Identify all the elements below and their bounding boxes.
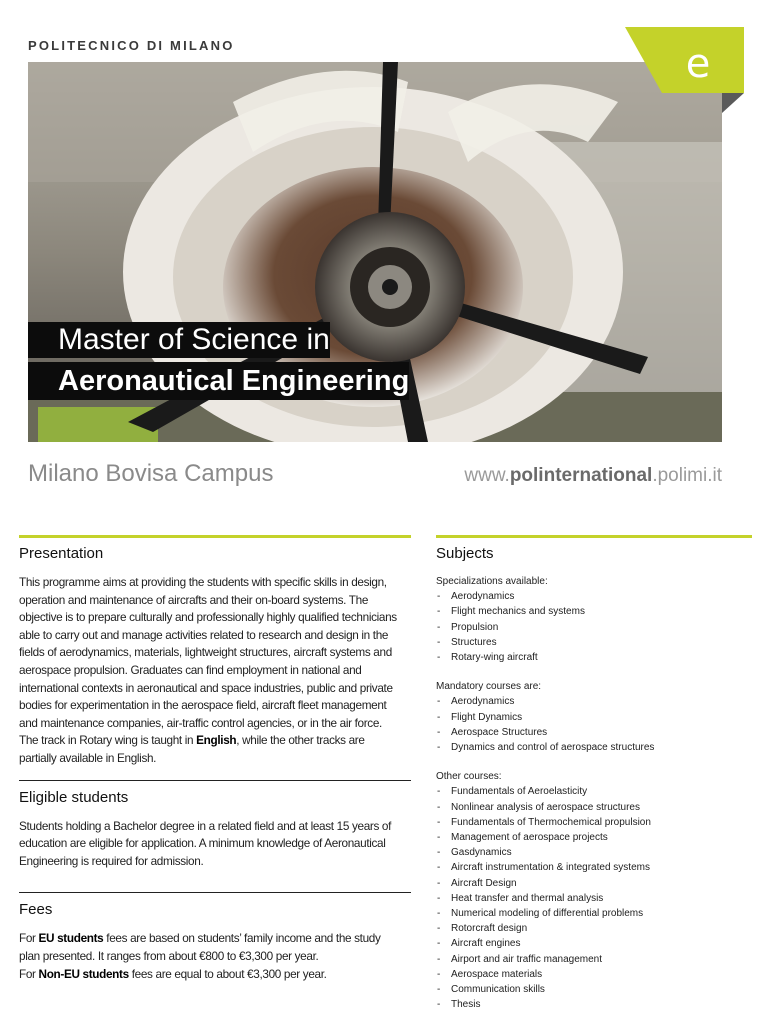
section-divider (19, 892, 411, 893)
course-item: - Heat transfer and thermal analysis (436, 891, 752, 906)
course-item: - Aerospace Structures (436, 725, 752, 740)
university-brand: POLITECNICO DI MILANO (28, 38, 235, 53)
course-item: - Nonlinear analysis of aerospace structures (436, 800, 752, 815)
course-item: - Communication skills (436, 982, 752, 997)
subjects-heading: Subjects (436, 545, 494, 562)
course-item: - Aircraft Design (436, 876, 752, 891)
title-line-2: Aeronautical Engineering (28, 362, 409, 400)
website-link[interactable]: www.polinternational.polimi.it (464, 465, 722, 486)
course-item: - Management of aerospace projects (436, 830, 752, 845)
corner-letter-tag (620, 25, 746, 115)
mandatory-list (436, 694, 752, 755)
mandatory-label: Mandatory courses are: (436, 681, 542, 693)
course-item: - Gasdynamics (436, 845, 752, 860)
course-item: - Fundamentals of Thermochemical propulsion (436, 815, 752, 830)
section-divider (19, 780, 411, 781)
other-courses-list (436, 784, 752, 1012)
course-item: - Dynamics and control of aerospace structures (436, 740, 752, 755)
course-item: - Thesis (436, 997, 752, 1012)
course-item: - Aircraft instrumentation & integrated systems (436, 860, 752, 875)
right-column (436, 535, 752, 1012)
section-divider (19, 535, 411, 538)
course-item: - Rotary-wing aircraft (436, 650, 752, 665)
course-item: - Flight Dynamics (436, 710, 752, 725)
course-item: - Rotorcraft design (436, 921, 752, 936)
other-courses-label: Other courses: (436, 771, 502, 783)
fees-heading: Fees (19, 901, 53, 919)
course-item: - Aircraft engines (436, 936, 752, 951)
fees-noneu-text: For Non-EU students fees are equal to about €3,300 per year. (19, 966, 327, 981)
course-item: - Propulsion (436, 620, 752, 635)
presentation-heading: Presentation (19, 545, 104, 562)
section-divider (436, 535, 752, 538)
specializations-list (436, 589, 752, 665)
corner-letter: e (685, 41, 711, 87)
subjects-list (436, 574, 752, 1012)
presentation-text: This programme aims at providing the students with specific skills in design, operation and maintenance of aircrafts and their on-board systems. The objective is to prepare culturally and professionally highly qualified technicians able to carry out and manage activities related to research and design in the fields of aerodynamics, materials, lightweight structures, aircraft systems and aerospace propulsion. Graduates can find employment in national and international contexts in aeronautical and space industries, public and private bodies for experimentation in the aerospace field, aircraft fleet management and maintenance companies, air-traffic control agencies, or in the air force. The track in Rotary wing is taught in English, while the other tracks are partially available in English. (19, 575, 397, 765)
course-item: - Aerospace materials (436, 967, 752, 982)
course-item: - Structures (436, 635, 752, 650)
eligible-heading: Eligible students (19, 788, 129, 806)
campus-name: Milano Bovisa Campus (28, 460, 274, 487)
course-item: - Airport and air traffic management (436, 952, 752, 967)
course-item: - Flight mechanics and systems (436, 604, 752, 619)
fees-eu-text: For EU students fees are based on students’ family income and the study plan presented. It ranges from about €800 to €3,300 per year. (19, 931, 381, 963)
specializations-label: Specializations available: (436, 576, 548, 587)
course-item: - Aerodynamics (436, 589, 752, 604)
eligible-text: Students holding a Bachelor degree in a related field and at least 15 years of education are eligible for application. A minimum knowledge of Aeronautical Engineering is required for admission. (19, 818, 392, 868)
left-column (19, 535, 411, 983)
title-line-1: Master of Science in (28, 322, 330, 358)
course-item: - Aerodynamics (436, 694, 752, 709)
course-item: - Fundamentals of Aeroelasticity (436, 784, 752, 799)
course-item: - Numerical modeling of differential problems (436, 906, 752, 921)
